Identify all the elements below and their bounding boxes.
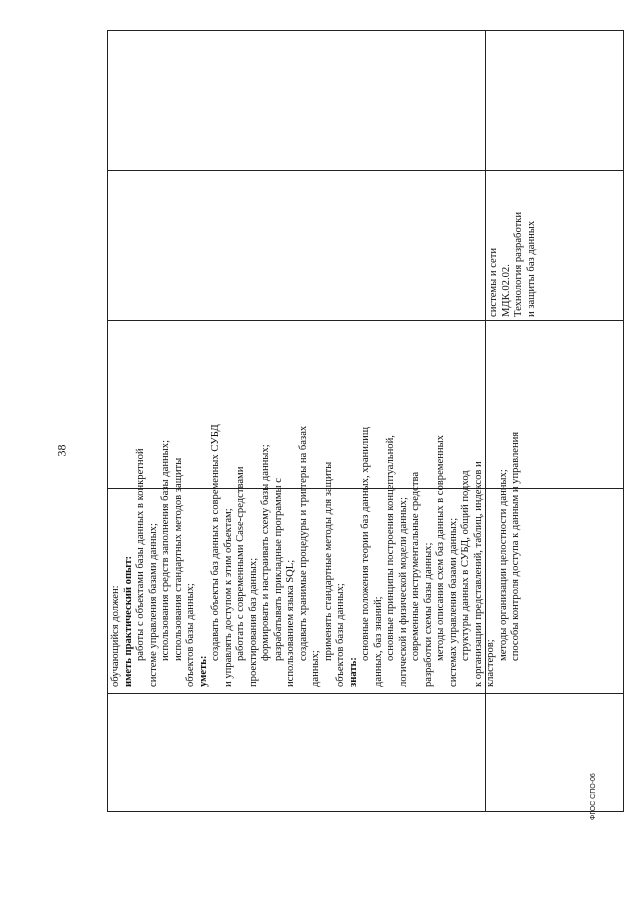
text-line: создавать объекты баз данных в современных СУБД xyxy=(210,424,221,661)
text-line: системы и сети xyxy=(488,247,499,317)
column-divider xyxy=(486,693,623,694)
text-line: и защиты баз данных xyxy=(525,220,537,317)
text-line: работы с объектами базы данных в конкретной xyxy=(135,448,146,661)
text-line: системах управления базами данных; xyxy=(447,517,459,687)
page-number: 38 xyxy=(54,444,69,457)
text-line: разработки схемы базы данных; xyxy=(422,542,434,687)
text-line: логической и физической модели данных; xyxy=(397,497,409,687)
column-divider xyxy=(108,320,485,321)
text-line: методы описания схем баз данных в современных xyxy=(435,435,446,661)
text-line: формировать и настраивать схему базы данных; xyxy=(260,444,271,661)
text-line: уметь: xyxy=(197,655,209,687)
column-divider xyxy=(486,170,623,171)
column-divider xyxy=(108,693,485,694)
text-line: данных; xyxy=(310,650,321,687)
footer-code: ФГОС СПО-06 xyxy=(590,773,597,820)
text-line: данных, баз знаний; xyxy=(372,596,384,687)
column-divider xyxy=(486,488,623,489)
text-line: знать: xyxy=(347,657,359,687)
text-line: к организации представлений, таблиц, индексов и xyxy=(472,461,484,687)
text-line: основные принципы построения концептуальной, xyxy=(385,435,396,661)
curriculum-table xyxy=(107,30,624,812)
text-line: использования стандартных методов защиты xyxy=(172,457,184,661)
text-line: использования средств заполнения базы данных; xyxy=(160,439,171,661)
text-line: Технология разработки xyxy=(513,211,524,317)
column-divider xyxy=(486,320,623,321)
discipline-text xyxy=(488,212,538,317)
column-divider xyxy=(108,170,485,171)
text-line: использованием языка SQL; xyxy=(285,559,296,687)
text-line: проектирования баз данных; xyxy=(247,557,259,687)
text-line: структуры данных в СУБД, общий подход xyxy=(460,470,471,661)
text-line: МДК.02.02. xyxy=(500,264,512,317)
text-line: современные инструментальные средства xyxy=(410,471,421,661)
table-row xyxy=(485,30,624,812)
text-line: объектов базы данных; xyxy=(185,583,196,687)
text-line: иметь практический опыт: xyxy=(122,555,134,687)
text-line: обучающийся должен: xyxy=(110,585,121,687)
text-line: и управлять доступом к этим объектам; xyxy=(222,508,234,687)
text-line: кластеров; xyxy=(485,639,496,687)
text-line: работать с современными Case-средствами xyxy=(235,466,246,661)
competencies-text xyxy=(110,424,523,687)
text-line: системе управления базами данных; xyxy=(147,523,159,687)
text-line: объектов базы данных; xyxy=(335,583,346,687)
text-line: создавать хранимые процедуры и триггеры на базах xyxy=(297,425,309,661)
text-line: применять стандартные методы для защиты xyxy=(322,461,334,661)
text-line: разрабатывать прикладные программы с xyxy=(272,478,284,661)
text-line: основные положения теории баз данных, хранилищ xyxy=(360,427,371,661)
text-line: способы контроля доступа к данным и управления xyxy=(510,431,521,661)
text-line: методы организации целостности данных; xyxy=(497,469,509,661)
